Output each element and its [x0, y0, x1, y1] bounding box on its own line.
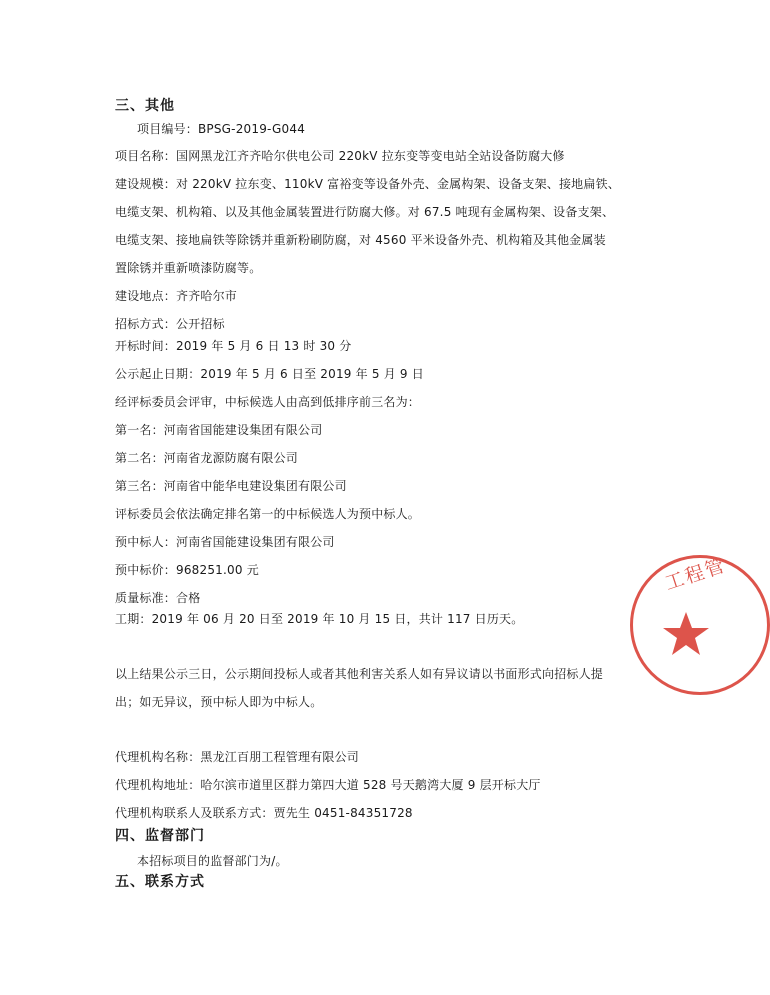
agency-address: 代理机构地址：哈尔滨市道里区群力第四大道 528 号天鹅湾大厦 9 层开标大厅 [115, 778, 541, 792]
publicity-notice-line-1: 以上结果公示三日，公示期间投标人或者其他利害关系人如有异议请以书面形式向招标人提 [115, 667, 604, 681]
pre-winner: 预中标人：河南省国能建设集团有限公司 [115, 535, 335, 549]
committee-decision: 评标委员会依法确定排名第一的中标候选人为预中标人。 [115, 507, 421, 521]
publicity-period: 公示起止日期：2019 年 5 月 6 日至 2019 年 5 月 9 日 [115, 367, 424, 381]
construction-scale-line-4: 置除锈并重新喷漆防腐等。 [115, 261, 262, 275]
agency-name: 代理机构名称：黑龙江百朋工程管理有限公司 [115, 750, 360, 764]
candidate-second: 第二名：河南省龙源防腐有限公司 [115, 451, 299, 465]
bid-method: 招标方式：公开招标 [115, 317, 225, 331]
publicity-notice-line-2: 出；如无异议，预中标人即为中标人。 [115, 695, 323, 709]
construction-location: 建设地点：齐齐哈尔市 [115, 289, 238, 303]
candidate-third: 第三名：河南省中能华电建设集团有限公司 [115, 479, 347, 493]
construction-scale-line-3: 电缆支架、接地扁铁等除锈并重新粉刷防腐，对 4560 平米设备外壳、机构箱及其他金属装 [115, 233, 606, 247]
construction-scale-line-1: 建设规模：对 220kV 拉东变、110kV 富裕变等设备外壳、金属构架、设备支架、接地扁铁、 [115, 177, 620, 191]
seal-text: 工程管 [662, 554, 729, 595]
candidate-first: 第一名：河南省国能建设集团有限公司 [115, 423, 323, 437]
section-heading-contact: 五、联系方式 [115, 874, 205, 890]
pre-winning-price: 预中标价：968251.00 元 [115, 563, 259, 577]
supervision-department: 本招标项目的监督部门为/。 [137, 854, 288, 868]
quality-standard: 质量标准：合格 [115, 591, 201, 605]
section-heading-other: 三、其他 [115, 98, 175, 114]
project-name: 项目名称：国网黑龙江齐齐哈尔供电公司 220kV 拉东变等变电站全站设备防腐大修 [115, 149, 565, 163]
ranking-intro: 经评标委员会评审，中标候选人由高到低排序前三名为： [115, 395, 421, 409]
company-seal [630, 555, 770, 695]
agency-contact: 代理机构联系人及联系方式：贾先生 0451-84351728 [115, 806, 413, 820]
construction-scale-line-2: 电缆支架、机构箱、以及其他金属装置进行防腐大修。对 67.5 吨现有金属构架、设备支架、 [115, 205, 615, 219]
bid-open-time: 开标时间：2019 年 5 月 6 日 13 时 30 分 [115, 339, 352, 353]
seal-star-icon [661, 610, 711, 660]
construction-duration: 工期：2019 年 06 月 20 日至 2019 年 10 月 15 日，共计 117 日历天。 [115, 612, 524, 626]
section-heading-supervision: 四、监督部门 [115, 828, 205, 844]
project-number: 项目编号：BPSG-2019-G044 [137, 122, 306, 136]
